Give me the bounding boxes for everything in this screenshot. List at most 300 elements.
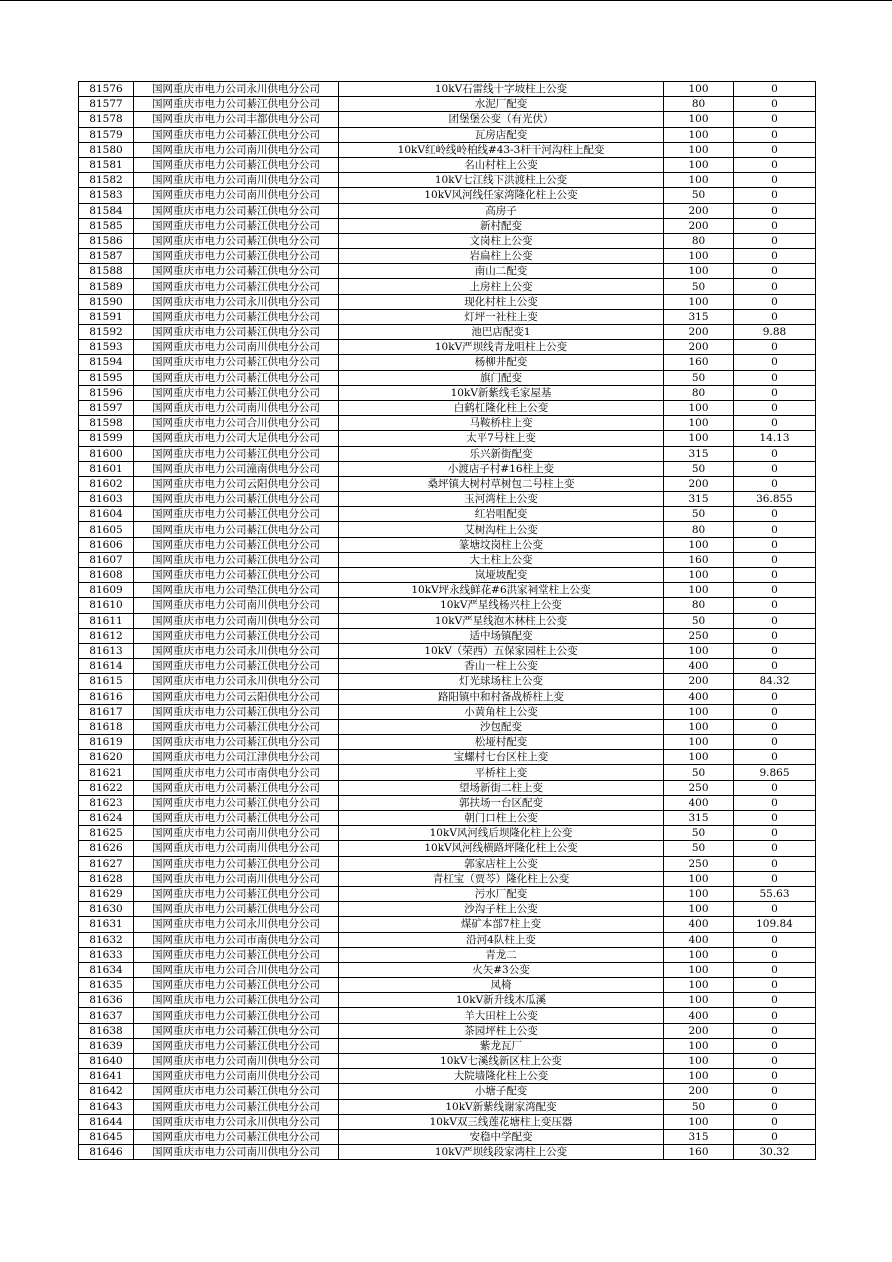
row-id-cell: 81596 bbox=[79, 385, 134, 400]
capacity-cell: 200 bbox=[664, 1084, 734, 1099]
table-row bbox=[79, 613, 816, 628]
unit-cell: 国网重庆市电力公司綦江供电分公司 bbox=[134, 552, 339, 567]
capacity-cell: 200 bbox=[664, 218, 734, 233]
table-row bbox=[79, 1145, 816, 1160]
capacity-cell: 100 bbox=[664, 264, 734, 279]
unit-cell: 国网重庆市电力公司綦江供电分公司 bbox=[134, 492, 339, 507]
unit-cell: 国网重庆市电力公司綦江供电分公司 bbox=[134, 218, 339, 233]
value-cell: 0 bbox=[734, 218, 816, 233]
unit-cell: 国网重庆市电力公司云阳供电分公司 bbox=[134, 689, 339, 704]
transformer-name-cell: 10kV严星线杨兴柱上公变 bbox=[339, 598, 664, 613]
capacity-cell: 100 bbox=[664, 750, 734, 765]
table-row bbox=[79, 962, 816, 977]
table-row bbox=[79, 370, 816, 385]
capacity-cell: 50 bbox=[664, 613, 734, 628]
transformer-name-cell: 现化村柱上公变 bbox=[339, 294, 664, 309]
table-row bbox=[79, 431, 816, 446]
table-row bbox=[79, 82, 816, 97]
unit-cell: 国网重庆市电力公司南川供电分公司 bbox=[134, 598, 339, 613]
row-id-cell: 81603 bbox=[79, 492, 134, 507]
value-cell: 0 bbox=[734, 750, 816, 765]
value-cell: 0 bbox=[734, 173, 816, 188]
unit-cell: 国网重庆市电力公司永川供电分公司 bbox=[134, 1114, 339, 1129]
capacity-cell: 100 bbox=[664, 886, 734, 901]
table-row bbox=[79, 127, 816, 142]
unit-cell: 国网重庆市电力公司綦江供电分公司 bbox=[134, 795, 339, 810]
table-row bbox=[79, 765, 816, 780]
row-id-cell: 81625 bbox=[79, 826, 134, 841]
transformer-name-cell: 10kV石雷线十字坡柱上公变 bbox=[339, 82, 664, 97]
value-cell: 30.32 bbox=[734, 1145, 816, 1160]
row-id-cell: 81594 bbox=[79, 355, 134, 370]
row-id-cell: 81597 bbox=[79, 400, 134, 415]
capacity-cell: 100 bbox=[664, 431, 734, 446]
table-row bbox=[79, 841, 816, 856]
row-id-cell: 81619 bbox=[79, 735, 134, 750]
capacity-cell: 80 bbox=[664, 385, 734, 400]
unit-cell: 国网重庆市电力公司綦江供电分公司 bbox=[134, 97, 339, 112]
transformer-name-cell: 灯坪一社柱上变 bbox=[339, 309, 664, 324]
value-cell: 0 bbox=[734, 719, 816, 734]
capacity-cell: 50 bbox=[664, 279, 734, 294]
table-row bbox=[79, 522, 816, 537]
transformer-name-cell: 10kV七江线下洪渡柱上公变 bbox=[339, 173, 664, 188]
table-row bbox=[79, 507, 816, 522]
table-row bbox=[79, 142, 816, 157]
table-row bbox=[79, 978, 816, 993]
transformer-name-cell: 青龙二 bbox=[339, 947, 664, 962]
transformer-name-cell: 红岩咀配变 bbox=[339, 507, 664, 522]
capacity-cell: 100 bbox=[664, 583, 734, 598]
value-cell: 109.84 bbox=[734, 917, 816, 932]
unit-cell: 国网重庆市电力公司永川供电分公司 bbox=[134, 917, 339, 932]
value-cell: 9.865 bbox=[734, 765, 816, 780]
capacity-cell: 100 bbox=[664, 1069, 734, 1084]
transformer-table bbox=[78, 81, 816, 1160]
table-row bbox=[79, 385, 816, 400]
row-id-cell: 81587 bbox=[79, 249, 134, 264]
value-cell: 0 bbox=[734, 279, 816, 294]
transformer-name-cell: 适中场镇配变 bbox=[339, 628, 664, 643]
unit-cell: 国网重庆市电力公司綦江供电分公司 bbox=[134, 719, 339, 734]
value-cell: 0 bbox=[734, 446, 816, 461]
transformer-name-cell: 沙沟子柱上公变 bbox=[339, 902, 664, 917]
capacity-cell: 315 bbox=[664, 1129, 734, 1144]
capacity-cell: 100 bbox=[664, 294, 734, 309]
unit-cell: 国网重庆市电力公司綦江供电分公司 bbox=[134, 1008, 339, 1023]
capacity-cell: 200 bbox=[664, 203, 734, 218]
row-id-cell: 81613 bbox=[79, 643, 134, 658]
unit-cell: 国网重庆市电力公司永川供电分公司 bbox=[134, 82, 339, 97]
row-id-cell: 81595 bbox=[79, 370, 134, 385]
unit-cell: 国网重庆市电力公司南川供电分公司 bbox=[134, 1145, 339, 1160]
unit-cell: 国网重庆市电力公司綦江供电分公司 bbox=[134, 325, 339, 340]
unit-cell: 国网重庆市电力公司丰都供电分公司 bbox=[134, 112, 339, 127]
capacity-cell: 100 bbox=[664, 704, 734, 719]
unit-cell: 国网重庆市电力公司大足供电分公司 bbox=[134, 431, 339, 446]
transformer-name-cell: 10kV双三线莲花塘柱上变压器 bbox=[339, 1114, 664, 1129]
capacity-cell: 400 bbox=[664, 932, 734, 947]
row-id-cell: 81642 bbox=[79, 1084, 134, 1099]
value-cell: 0 bbox=[734, 871, 816, 886]
row-id-cell: 81606 bbox=[79, 537, 134, 552]
capacity-cell: 80 bbox=[664, 97, 734, 112]
value-cell: 0 bbox=[734, 507, 816, 522]
table-row bbox=[79, 659, 816, 674]
transformer-name-cell: 10kV坪永线鲜花#6洪家祠堂柱上公变 bbox=[339, 583, 664, 598]
capacity-cell: 250 bbox=[664, 628, 734, 643]
value-cell: 0 bbox=[734, 1054, 816, 1069]
unit-cell: 国网重庆市电力公司綦江供电分公司 bbox=[134, 355, 339, 370]
unit-cell: 国网重庆市电力公司合川供电分公司 bbox=[134, 962, 339, 977]
row-id-cell: 81611 bbox=[79, 613, 134, 628]
unit-cell: 国网重庆市电力公司永川供电分公司 bbox=[134, 294, 339, 309]
unit-cell: 国网重庆市电力公司南川供电分公司 bbox=[134, 1069, 339, 1084]
capacity-cell: 100 bbox=[664, 157, 734, 172]
table-row bbox=[79, 583, 816, 598]
table-body bbox=[79, 82, 816, 1160]
row-id-cell: 81607 bbox=[79, 552, 134, 567]
table-row bbox=[79, 826, 816, 841]
row-id-cell: 81592 bbox=[79, 325, 134, 340]
capacity-cell: 315 bbox=[664, 811, 734, 826]
table-row bbox=[79, 1008, 816, 1023]
table-row bbox=[79, 340, 816, 355]
transformer-name-cell: 篆塘坟岗柱上公变 bbox=[339, 537, 664, 552]
page-top-rule bbox=[0, 0, 892, 1]
capacity-cell: 50 bbox=[664, 461, 734, 476]
row-id-cell: 81589 bbox=[79, 279, 134, 294]
unit-cell: 国网重庆市电力公司南川供电分公司 bbox=[134, 400, 339, 415]
table-row bbox=[79, 932, 816, 947]
transformer-name-cell: 沙包配变 bbox=[339, 719, 664, 734]
table-row bbox=[79, 886, 816, 901]
row-id-cell: 81623 bbox=[79, 795, 134, 810]
transformer-name-cell: 小黄角柱上公变 bbox=[339, 704, 664, 719]
capacity-cell: 400 bbox=[664, 659, 734, 674]
transformer-name-cell: 10kV严坝线青龙咀柱上公变 bbox=[339, 340, 664, 355]
table-row bbox=[79, 1054, 816, 1069]
transformer-name-cell: 桑坪镇大树村草树包二号柱上变 bbox=[339, 476, 664, 491]
table-row bbox=[79, 1023, 816, 1038]
table-row bbox=[79, 188, 816, 203]
unit-cell: 国网重庆市电力公司綦江供电分公司 bbox=[134, 1038, 339, 1053]
row-id-cell: 81645 bbox=[79, 1129, 134, 1144]
capacity-cell: 100 bbox=[664, 82, 734, 97]
table-row bbox=[79, 416, 816, 431]
value-cell: 0 bbox=[734, 826, 816, 841]
capacity-cell: 100 bbox=[664, 568, 734, 583]
table-row bbox=[79, 537, 816, 552]
value-cell: 0 bbox=[734, 841, 816, 856]
table-row bbox=[79, 355, 816, 370]
capacity-cell: 200 bbox=[664, 476, 734, 491]
row-id-cell: 81577 bbox=[79, 97, 134, 112]
value-cell: 0 bbox=[734, 598, 816, 613]
unit-cell: 国网重庆市电力公司綦江供电分公司 bbox=[134, 507, 339, 522]
value-cell: 0 bbox=[734, 932, 816, 947]
value-cell: 14.13 bbox=[734, 431, 816, 446]
unit-cell: 国网重庆市电力公司南川供电分公司 bbox=[134, 340, 339, 355]
value-cell: 0 bbox=[734, 476, 816, 491]
unit-cell: 国网重庆市电力公司南川供电分公司 bbox=[134, 841, 339, 856]
row-id-cell: 81576 bbox=[79, 82, 134, 97]
unit-cell: 国网重庆市电力公司綦江供电分公司 bbox=[134, 370, 339, 385]
transformer-name-cell: 乐兴新街配变 bbox=[339, 446, 664, 461]
row-id-cell: 81638 bbox=[79, 1023, 134, 1038]
transformer-name-cell: 10kV风河线后坝隆化柱上公变 bbox=[339, 826, 664, 841]
transformer-name-cell: 朝门口柱上公变 bbox=[339, 811, 664, 826]
capacity-cell: 50 bbox=[664, 1099, 734, 1114]
unit-cell: 国网重庆市电力公司綦江供电分公司 bbox=[134, 628, 339, 643]
row-id-cell: 81646 bbox=[79, 1145, 134, 1160]
transformer-name-cell: 10kV风河线横路坪隆化柱上公变 bbox=[339, 841, 664, 856]
value-cell: 0 bbox=[734, 112, 816, 127]
row-id-cell: 81644 bbox=[79, 1114, 134, 1129]
capacity-cell: 100 bbox=[664, 127, 734, 142]
transformer-name-cell: 松垭村配变 bbox=[339, 735, 664, 750]
transformer-name-cell: 马鞍桥柱上变 bbox=[339, 416, 664, 431]
transformer-name-cell: 10kV红岭线岭柏线#43-3杆干河沟柱上配变 bbox=[339, 142, 664, 157]
capacity-cell: 100 bbox=[664, 142, 734, 157]
capacity-cell: 100 bbox=[664, 947, 734, 962]
table-row bbox=[79, 552, 816, 567]
row-id-cell: 81600 bbox=[79, 446, 134, 461]
row-id-cell: 81593 bbox=[79, 340, 134, 355]
value-cell: 0 bbox=[734, 1023, 816, 1038]
transformer-name-cell: 南山二配变 bbox=[339, 264, 664, 279]
value-cell: 0 bbox=[734, 355, 816, 370]
unit-cell: 国网重庆市电力公司綦江供电分公司 bbox=[134, 385, 339, 400]
row-id-cell: 81617 bbox=[79, 704, 134, 719]
row-id-cell: 81634 bbox=[79, 962, 134, 977]
table-row bbox=[79, 643, 816, 658]
value-cell: 0 bbox=[734, 962, 816, 977]
transformer-name-cell: 上房柱上公变 bbox=[339, 279, 664, 294]
transformer-name-cell: 小塘子配变 bbox=[339, 1084, 664, 1099]
table-row bbox=[79, 993, 816, 1008]
row-id-cell: 81628 bbox=[79, 871, 134, 886]
row-id-cell: 81615 bbox=[79, 674, 134, 689]
value-cell: 0 bbox=[734, 294, 816, 309]
table-row bbox=[79, 856, 816, 871]
row-id-cell: 81588 bbox=[79, 264, 134, 279]
value-cell: 0 bbox=[734, 537, 816, 552]
unit-cell: 国网重庆市电力公司綦江供电分公司 bbox=[134, 203, 339, 218]
capacity-cell: 50 bbox=[664, 765, 734, 780]
value-cell: 0 bbox=[734, 856, 816, 871]
table-row bbox=[79, 871, 816, 886]
transformer-name-cell: 10kV严坝线段家湾柱上公变 bbox=[339, 1145, 664, 1160]
table-row bbox=[79, 112, 816, 127]
transformer-name-cell: 灯光球场柱上公变 bbox=[339, 674, 664, 689]
transformer-name-cell: 火矢#3公变 bbox=[339, 962, 664, 977]
transformer-name-cell: 杨柳井配变 bbox=[339, 355, 664, 370]
row-id-cell: 81641 bbox=[79, 1069, 134, 1084]
table-row bbox=[79, 249, 816, 264]
transformer-name-cell: 团堡堡公变（有光伏） bbox=[339, 112, 664, 127]
value-cell: 0 bbox=[734, 400, 816, 415]
transformer-name-cell: 岚垭坡配变 bbox=[339, 568, 664, 583]
row-id-cell: 81612 bbox=[79, 628, 134, 643]
unit-cell: 国网重庆市电力公司南川供电分公司 bbox=[134, 826, 339, 841]
value-cell: 0 bbox=[734, 978, 816, 993]
capacity-cell: 100 bbox=[664, 249, 734, 264]
capacity-cell: 100 bbox=[664, 1038, 734, 1053]
row-id-cell: 81610 bbox=[79, 598, 134, 613]
row-id-cell: 81614 bbox=[79, 659, 134, 674]
capacity-cell: 400 bbox=[664, 1008, 734, 1023]
capacity-cell: 50 bbox=[664, 188, 734, 203]
table-row bbox=[79, 233, 816, 248]
row-id-cell: 81643 bbox=[79, 1099, 134, 1114]
row-id-cell: 81582 bbox=[79, 173, 134, 188]
value-cell: 0 bbox=[734, 188, 816, 203]
row-id-cell: 81640 bbox=[79, 1054, 134, 1069]
unit-cell: 国网重庆市电力公司綦江供电分公司 bbox=[134, 522, 339, 537]
row-id-cell: 81608 bbox=[79, 568, 134, 583]
row-id-cell: 81621 bbox=[79, 765, 134, 780]
unit-cell: 国网重庆市电力公司綦江供电分公司 bbox=[134, 735, 339, 750]
transformer-name-cell: 10kV（荣西）五保家园柱上公变 bbox=[339, 643, 664, 658]
capacity-cell: 80 bbox=[664, 522, 734, 537]
row-id-cell: 81636 bbox=[79, 993, 134, 1008]
value-cell: 0 bbox=[734, 522, 816, 537]
capacity-cell: 100 bbox=[664, 962, 734, 977]
value-cell: 0 bbox=[734, 97, 816, 112]
transformer-name-cell: 10kV风河线任家湾隆化柱上公变 bbox=[339, 188, 664, 203]
row-id-cell: 81624 bbox=[79, 811, 134, 826]
value-cell: 0 bbox=[734, 552, 816, 567]
row-id-cell: 81599 bbox=[79, 431, 134, 446]
value-cell: 0 bbox=[734, 902, 816, 917]
unit-cell: 国网重庆市电力公司市南供电分公司 bbox=[134, 932, 339, 947]
unit-cell: 国网重庆市电力公司南川供电分公司 bbox=[134, 613, 339, 628]
row-id-cell: 81630 bbox=[79, 902, 134, 917]
transformer-name-cell: 小渡店子村#16柱上变 bbox=[339, 461, 664, 476]
transformer-name-cell: 玉河湾柱上公变 bbox=[339, 492, 664, 507]
unit-cell: 国网重庆市电力公司潼南供电分公司 bbox=[134, 461, 339, 476]
value-cell: 0 bbox=[734, 1114, 816, 1129]
capacity-cell: 200 bbox=[664, 1023, 734, 1038]
unit-cell: 国网重庆市电力公司綦江供电分公司 bbox=[134, 780, 339, 795]
unit-cell: 国网重庆市电力公司綦江供电分公司 bbox=[134, 704, 339, 719]
table-row bbox=[79, 157, 816, 172]
capacity-cell: 50 bbox=[664, 507, 734, 522]
unit-cell: 国网重庆市电力公司綦江供电分公司 bbox=[134, 264, 339, 279]
transformer-name-cell: 旗门配变 bbox=[339, 370, 664, 385]
unit-cell: 国网重庆市电力公司綦江供电分公司 bbox=[134, 127, 339, 142]
value-cell: 0 bbox=[734, 340, 816, 355]
table-row bbox=[79, 1084, 816, 1099]
unit-cell: 国网重庆市电力公司綦江供电分公司 bbox=[134, 309, 339, 324]
table-row bbox=[79, 264, 816, 279]
table-row bbox=[79, 719, 816, 734]
table-row bbox=[79, 674, 816, 689]
table-row bbox=[79, 97, 816, 112]
value-cell: 0 bbox=[734, 1099, 816, 1114]
transformer-name-cell: 沿河4队柱上变 bbox=[339, 932, 664, 947]
row-id-cell: 81618 bbox=[79, 719, 134, 734]
table-row bbox=[79, 400, 816, 415]
capacity-cell: 100 bbox=[664, 643, 734, 658]
value-cell: 0 bbox=[734, 689, 816, 704]
transformer-name-cell: 安稳中学配变 bbox=[339, 1129, 664, 1144]
value-cell: 0 bbox=[734, 583, 816, 598]
unit-cell: 国网重庆市电力公司綦江供电分公司 bbox=[134, 537, 339, 552]
value-cell: 0 bbox=[734, 780, 816, 795]
value-cell: 0 bbox=[734, 1038, 816, 1053]
capacity-cell: 100 bbox=[664, 1114, 734, 1129]
value-cell: 0 bbox=[734, 127, 816, 142]
capacity-cell: 100 bbox=[664, 1054, 734, 1069]
value-cell: 0 bbox=[734, 613, 816, 628]
transformer-name-cell: 望场新街二柱上变 bbox=[339, 780, 664, 795]
row-id-cell: 81584 bbox=[79, 203, 134, 218]
unit-cell: 国网重庆市电力公司綦江供电分公司 bbox=[134, 947, 339, 962]
unit-cell: 国网重庆市电力公司綦江供电分公司 bbox=[134, 1099, 339, 1114]
row-id-cell: 81632 bbox=[79, 932, 134, 947]
transformer-name-cell: 高房子 bbox=[339, 203, 664, 218]
capacity-cell: 50 bbox=[664, 370, 734, 385]
capacity-cell: 315 bbox=[664, 309, 734, 324]
value-cell: 0 bbox=[734, 1069, 816, 1084]
value-cell: 0 bbox=[734, 203, 816, 218]
capacity-cell: 100 bbox=[664, 400, 734, 415]
row-id-cell: 81602 bbox=[79, 476, 134, 491]
transformer-name-cell: 煤矿本部7柱上变 bbox=[339, 917, 664, 932]
table-row bbox=[79, 1099, 816, 1114]
unit-cell: 国网重庆市电力公司綦江供电分公司 bbox=[134, 811, 339, 826]
row-id-cell: 81620 bbox=[79, 750, 134, 765]
capacity-cell: 315 bbox=[664, 446, 734, 461]
transformer-name-cell: 凤椅 bbox=[339, 978, 664, 993]
table-row bbox=[79, 492, 816, 507]
table-row bbox=[79, 902, 816, 917]
table-row bbox=[79, 218, 816, 233]
capacity-cell: 100 bbox=[664, 993, 734, 1008]
row-id-cell: 81601 bbox=[79, 461, 134, 476]
unit-cell: 国网重庆市电力公司綦江供电分公司 bbox=[134, 659, 339, 674]
row-id-cell: 81616 bbox=[79, 689, 134, 704]
value-cell: 0 bbox=[734, 659, 816, 674]
unit-cell: 国网重庆市电力公司南川供电分公司 bbox=[134, 1054, 339, 1069]
capacity-cell: 200 bbox=[664, 340, 734, 355]
row-id-cell: 81598 bbox=[79, 416, 134, 431]
unit-cell: 国网重庆市电力公司市南供电分公司 bbox=[134, 765, 339, 780]
row-id-cell: 81627 bbox=[79, 856, 134, 871]
value-cell: 36.855 bbox=[734, 492, 816, 507]
table-row bbox=[79, 628, 816, 643]
capacity-cell: 100 bbox=[664, 735, 734, 750]
value-cell: 0 bbox=[734, 233, 816, 248]
transformer-name-cell: 太平7号柱上变 bbox=[339, 431, 664, 446]
table-row bbox=[79, 598, 816, 613]
transformer-name-cell: 郭扶场一台区配变 bbox=[339, 795, 664, 810]
unit-cell: 国网重庆市电力公司南川供电分公司 bbox=[134, 142, 339, 157]
table-row bbox=[79, 173, 816, 188]
value-cell: 0 bbox=[734, 993, 816, 1008]
transformer-name-cell: 白鹤杠隆化柱上公变 bbox=[339, 400, 664, 415]
capacity-cell: 100 bbox=[664, 173, 734, 188]
transformer-name-cell: 青杠宝（贾芩）隆化柱上公变 bbox=[339, 871, 664, 886]
value-cell: 0 bbox=[734, 249, 816, 264]
row-id-cell: 81581 bbox=[79, 157, 134, 172]
capacity-cell: 315 bbox=[664, 492, 734, 507]
table-row bbox=[79, 689, 816, 704]
capacity-cell: 80 bbox=[664, 598, 734, 613]
unit-cell: 国网重庆市电力公司云阳供电分公司 bbox=[134, 476, 339, 491]
